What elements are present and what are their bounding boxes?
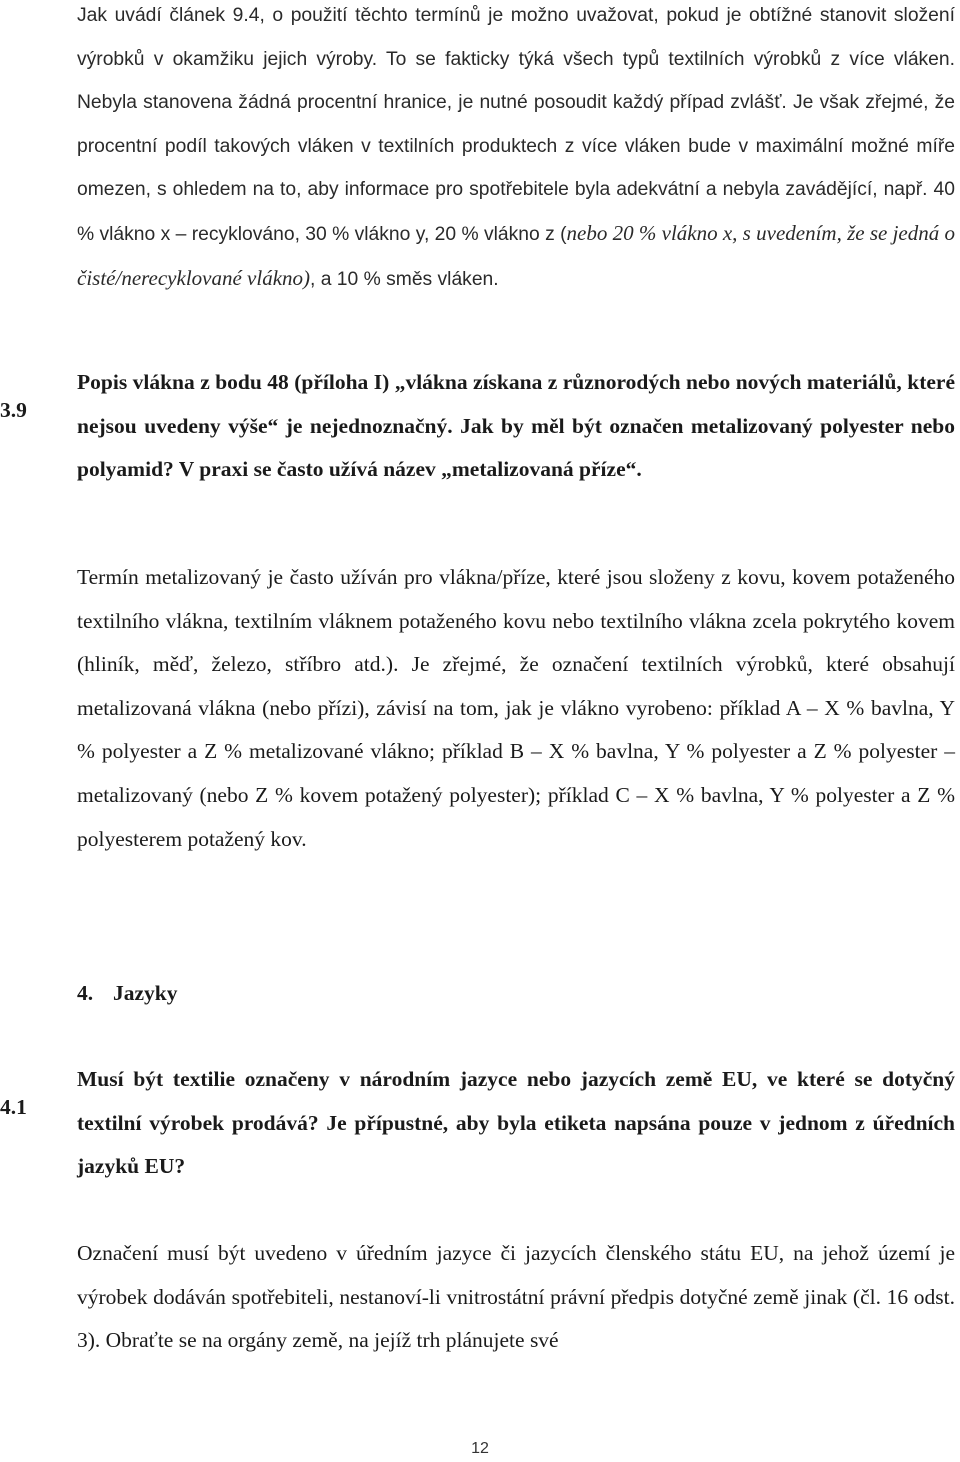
paragraph-italic-example: nebo 20 % vlákno x, s uvedením, že se jedná o čisté/nerecyklované vlákno)	[77, 220, 956, 290]
answer-3-9	[77, 556, 955, 861]
question-3-9: 3.9 Popis vlákna z bodu 48 (příloha I) „vlákna získana z různorodých nebo nových materiálů, které nejsou uvedeny výše“ je nejednoznačný. Jak by měl být označen metalizovaný polyester nebo polyamid? V praxi se často užívá název „metalizovaná příze“.	[0, 370, 955, 482]
section-heading-4	[77, 978, 178, 1008]
question-text: Popis vlákna z bodu 48 (příloha I) „vlákna získana z různorodých nebo nových materiálů, které nejsou uvedeny výše“ je nejednoznačný. Jak by měl být označen metalizovaný polyester nebo polyamid? V praxi se často užívá název „metalizovaná příze“.	[77, 370, 955, 482]
paragraph-article-9-4	[77, 0, 955, 301]
paragraph-text-end: , a 10 % směs vláken.	[310, 268, 499, 290]
section-number: 4.	[77, 981, 94, 1005]
answer-4-1	[77, 1232, 955, 1363]
section-title: Jazyky	[113, 981, 178, 1005]
page-number: 12	[471, 1440, 489, 1457]
paragraph-text: Jak uvádí článek 9.4, o použití těchto termínů je možno uvažovat, pokud je obtížné stanovit složení výrobků v okamžiku jejich výroby. To se fakticky týká všech typů textilních výrobků z více vláken. Nebyla stanovena žádná procentní hranice, je nutné posoudit každý případ zvlášť. Je však zřejmé, že procentní podíl takových vláken v textilních produktech z více vláken bude v maximální možné míře omezen, s ohledem na to, aby informace pro spotřebitele byla adekvátní a nebyla zavádějící, např. 40 % vlákno x – recyklováno, 30 % vlákno y, 20 % vlákno z (	[77, 5, 955, 245]
question-text: Musí být textilie označeny v národním jazyce nebo jazycích země EU, ve které se dotyčný textilní výrobek prodává? Je přípustné, aby byla etiketa napsána pouze v jednom z úředních jazyků EU?	[77, 1067, 955, 1179]
answer-text: Termín metalizovaný je často užíván pro vlákna/příze, které jsou složeny z kovu, kovem potaženého textilního vlákna, textilním vláknem potaženého kovu nebo textilního vlákna zcela pokrytého kovem (hliník, měď, železo, stříbro atd.). Je zřejmé, že označení textilních výrobků, které obsahují metalizovaná vlákna (nebo přízi), závisí na tom, jak je vlákno vyrobeno: příklad A – X % bavlna, Y % polyester a Z % metalizované vlákno; příklad B – X % bavlna, Y % polyester a Z % polyester – metalizovaný (nebo Z % kovem potažený polyester); příklad C – X % bavlna, Y % polyester a Z % polyesterem potažený kov.	[77, 565, 955, 851]
answer-text: Označení musí být uvedeno v úředním jazyce či jazycích členského státu EU, na jehož území je výrobek dodáván spotřebiteli, nestanoví-li vnitrostátní právní předpis dotyčné země jinak (čl. 16 odst. 3). Obraťte se na orgány země, na jejíž trh plánujete své	[77, 1241, 955, 1353]
question-4-1: 4.1 Musí být textilie označeny v národním jazyce nebo jazycích země EU, ve které se dotyčný textilní výrobek prodává? Je přípustné, aby byla etiketa napsána pouze v jednom z úředních jazyků EU?	[0, 1067, 955, 1179]
